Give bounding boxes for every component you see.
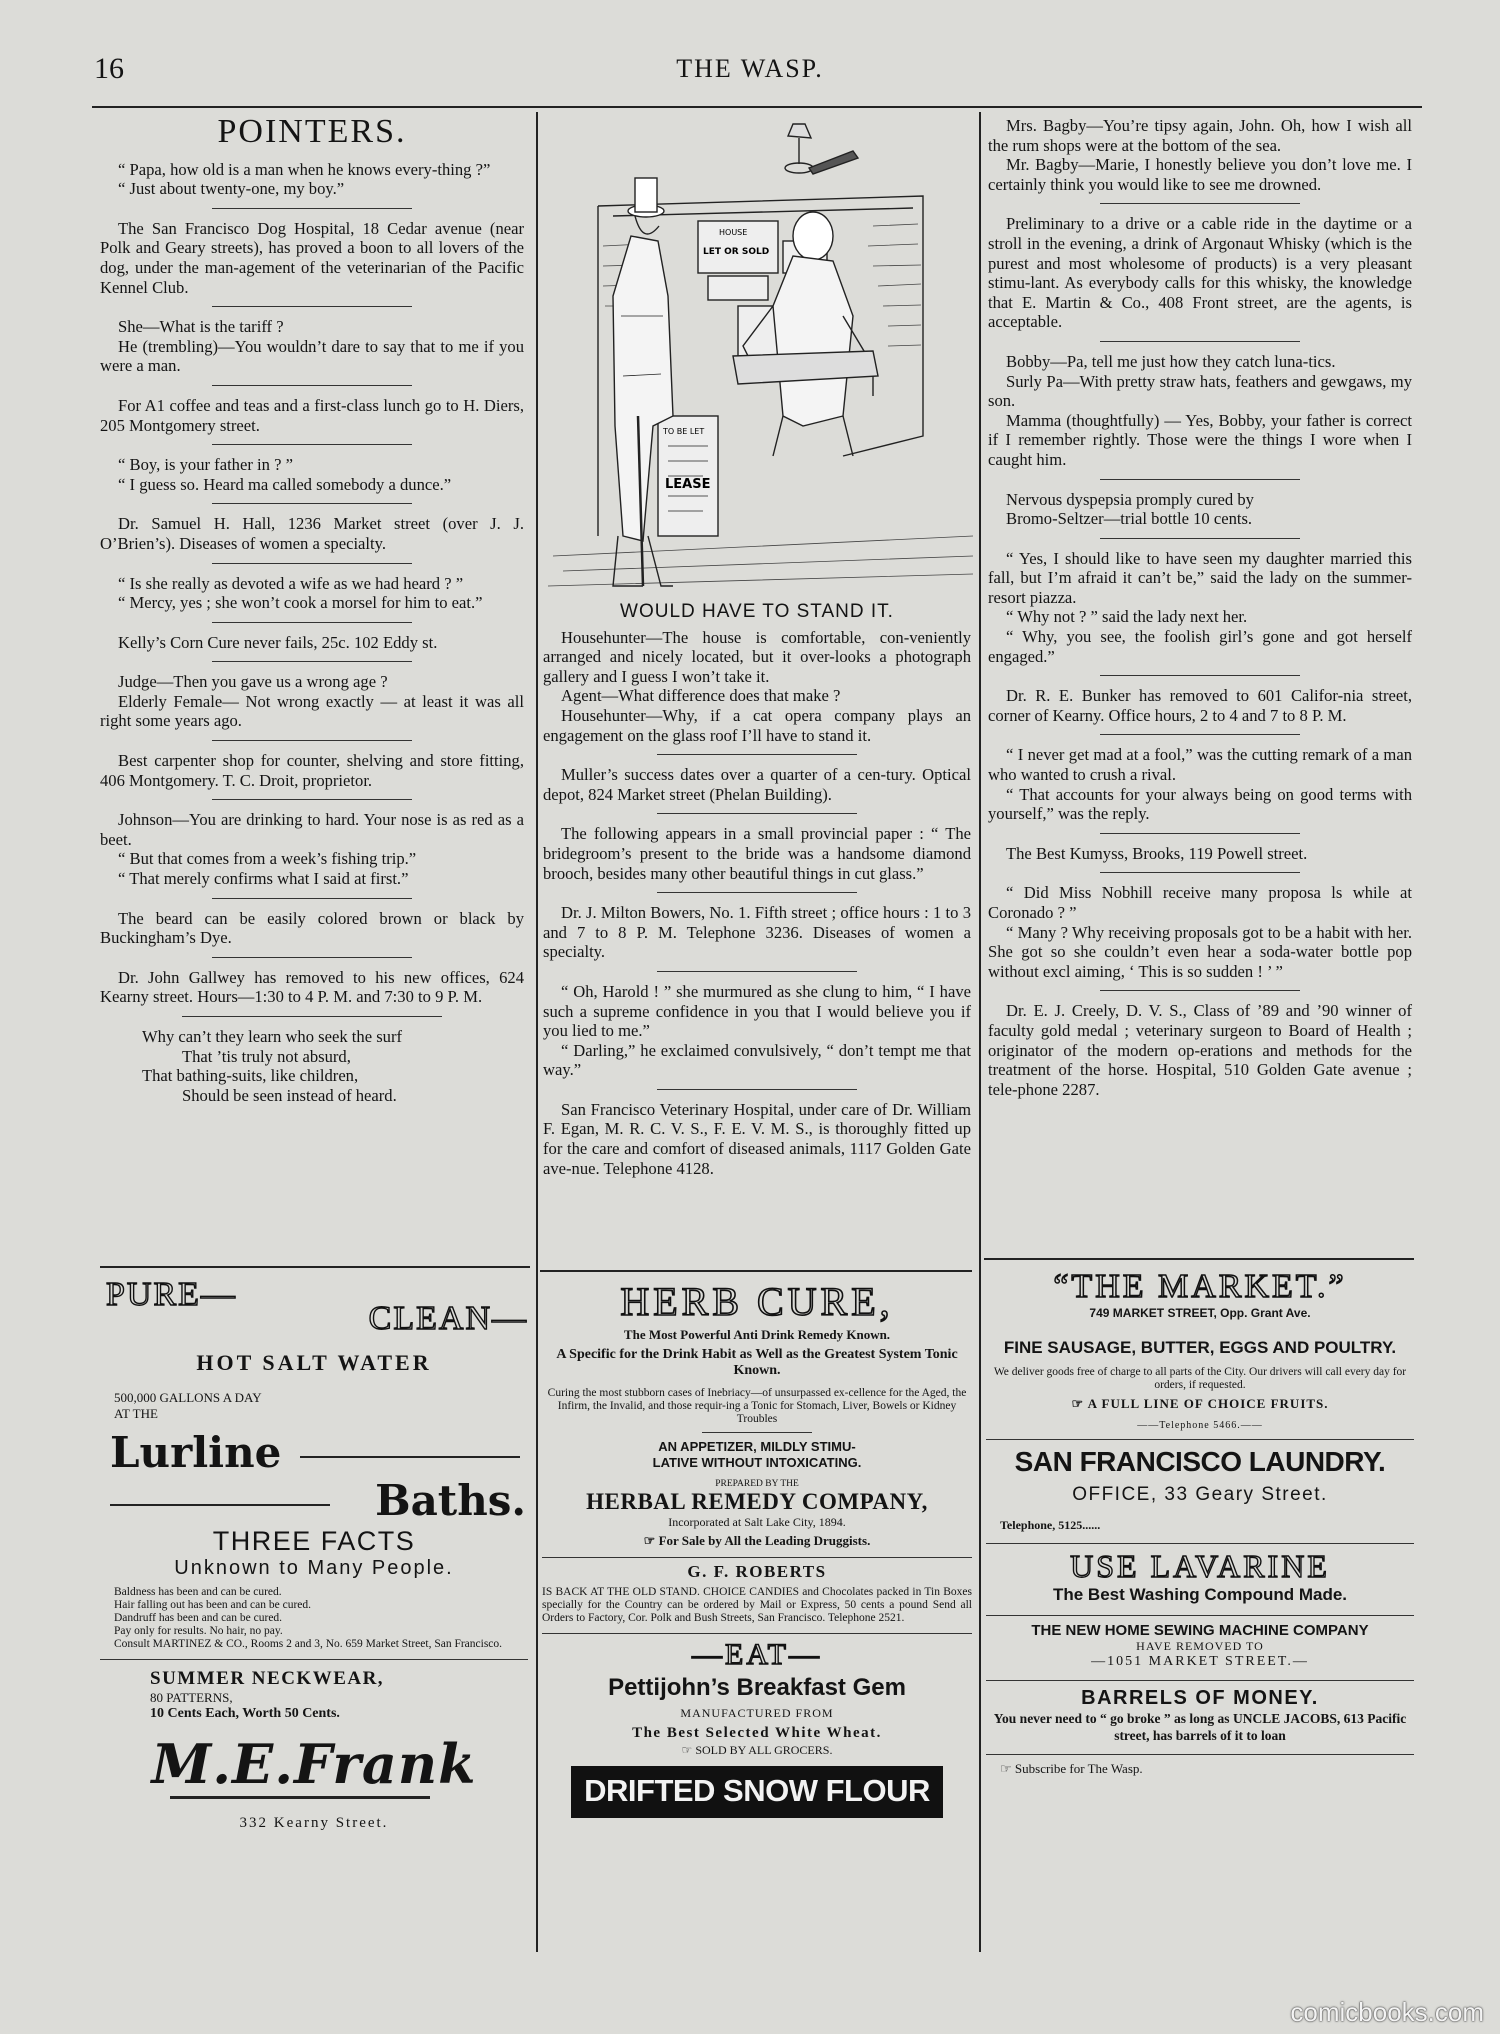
paragraph: The Best Kumyss, Brooks, 119 Powell street. <box>1006 843 1308 863</box>
paragraph: “ Yes, I should like to have seen my daughter married this fall, but I’m afraid it can’t be,” said the lady on the summer-resort piazza. <box>988 548 1412 607</box>
separator <box>212 563 412 564</box>
paragraph: Kelly’s Corn Cure never fails, 25c. 102 Eddy st. <box>118 632 438 652</box>
masthead: THE WASP. <box>676 54 824 83</box>
paragraph: For A1 coffee and teas and a first-class lunch go to H. Diers, 205 Montgomery street. <box>100 395 524 435</box>
separator <box>657 813 857 814</box>
lurline-name: Lurline <box>110 1428 282 1477</box>
fact-line: Baldness has been and can be cured. <box>114 1586 282 1598</box>
market-telephone: ——Telephone 5466.—— <box>1137 1420 1263 1431</box>
article-item <box>543 982 971 1080</box>
pettijohn-mfg: MANUFACTURED FROM <box>680 1706 834 1720</box>
ad-divider <box>986 1680 1414 1681</box>
paragraph: “ But that comes from a week’s fishing trip.” <box>118 849 417 869</box>
paragraph: Mr. Bagby—Marie, I honestly believe you don’t love me. I certainly think you would like to see me drowned. <box>988 155 1412 194</box>
paragraph: Nervous dyspepsia promply cured by <box>1006 489 1254 509</box>
paragraph: Bobby—Pa, tell me just how they catch luna-tics. <box>1006 351 1336 371</box>
paragraph: “ Why not ? ” said the lady next her. <box>1006 607 1248 627</box>
separator <box>212 444 412 445</box>
pure-text: PURE— <box>106 1276 237 1313</box>
lavarine-sub: The Best Washing Compound Made. <box>1052 1585 1348 1604</box>
article-item <box>543 628 971 746</box>
separator <box>212 661 412 662</box>
neckwear-title: SUMMER NECKWEAR, <box>150 1668 385 1689</box>
separator <box>657 892 857 893</box>
lurline-baths-logo <box>100 1428 528 1524</box>
separator <box>1100 872 1300 873</box>
eat-title: —EAT— <box>692 1638 822 1671</box>
paragraph: Dr. R. E. Bunker has removed to 601 Califor-nia street, corner of Kearny. Office hours, 2 to 4 and 7 to 8 P. M. <box>988 686 1412 725</box>
paragraph: “ Just about twenty-one, my boy.” <box>118 179 345 199</box>
gallons-line-1: 500,000 GALLONS A DAY <box>114 1390 262 1405</box>
poem-line: That ’tis truly not absurd, <box>182 1046 351 1066</box>
paragraph: “ Papa, how old is a man when he knows every-thing ?” <box>118 159 491 179</box>
sign-text-1: HOUSE <box>719 228 748 237</box>
fact-line: Consult MARTINEZ & CO., Rooms 2 and 3, No. 659 Market Street, San Francisco. <box>114 1638 503 1650</box>
ad-divider <box>986 1754 1414 1755</box>
paragraph: Househunter—The house is comfortable, con-veniently arranged and nicely located, but it over-looks a photograph gallery and I guess I won’t take it. <box>543 627 971 686</box>
sewing-removed: HAVE REMOVED TO <box>1136 1639 1264 1653</box>
separator <box>182 1016 442 1017</box>
paragraph: Preliminary to a drive or a cable ride in the daytime or a stroll in the evening, a drink of Argonaut Whisky (which is the purest and most wholesome of products) is a very pleasant stimu-lant. As everybody calls for this whisky, the knowledge that E. Martin & Co., 408 Front street, are the agents, is acceptable. <box>988 214 1412 332</box>
article-item <box>988 214 1412 332</box>
laundry-title: SAN FRANCISCO LAUNDRY. <box>1014 1446 1386 1477</box>
paragraph: The following appears in a small provincial paper : “ The bridegroom’s present to the bride was a handsome diamond brooch, besides many other beautiful things in cut glass.” <box>543 824 971 883</box>
ad-divider <box>542 1633 972 1634</box>
paragraph: Surly Pa—With pretty straw hats, feathers and gewgaws, my son. <box>988 371 1412 411</box>
pettijohn-name: Pettijohn’s Breakfast Gem <box>608 1674 906 1701</box>
pointing-hand-icon: ☞ <box>1071 1396 1085 1411</box>
separator <box>657 971 857 972</box>
col1-ad-rule <box>100 1266 530 1268</box>
paragraph: Agent—What difference does that make ? <box>561 686 841 706</box>
sewing-title: THE NEW HOME SEWING MACHINE COMPANY <box>1031 1622 1369 1639</box>
market-deliver: We deliver goods free of charge to all parts of the City. Our drivers will call every day for orders, if requested. <box>993 1366 1407 1391</box>
fact-line: Pay only for results. No hair, no pay. <box>114 1625 283 1637</box>
paragraph: “ Is she really as devoted a wife as we had heard ? ” <box>118 573 464 593</box>
paragraph: “ That merely confirms what I said at first.” <box>118 869 409 889</box>
roberts-title: G. F. ROBERTS <box>687 1562 827 1581</box>
lurline-rule-2 <box>110 1504 330 1506</box>
separator <box>212 622 412 623</box>
running-header <box>0 52 1500 92</box>
article-item <box>988 490 1412 529</box>
herb-cure-title: HERB CURE, <box>620 1279 894 1324</box>
cartoon-househunter-agent <box>543 116 983 596</box>
separator <box>212 799 412 800</box>
lurline-pure-clean <box>100 1276 528 1336</box>
separator <box>1100 341 1300 342</box>
ad-divider <box>986 1543 1414 1544</box>
col1-items <box>100 160 524 1007</box>
pointing-hand-icon: ☞ <box>643 1533 656 1548</box>
pettijohn-grocers-text: SOLD BY ALL GROCERS. <box>695 1743 833 1757</box>
poem <box>100 1027 524 1105</box>
market-fruits-text: A FULL LINE OF CHOICE FRUITS. <box>1087 1396 1329 1411</box>
paragraph: “ Why, you see, the foolish girl’s gone and got herself engaged.” <box>988 627 1412 666</box>
separator <box>212 740 412 741</box>
ads-col2 <box>542 1278 972 1958</box>
market-address: 749 MARKET STREET, Opp. Grant Ave. <box>1089 1306 1311 1320</box>
article-item <box>100 455 524 494</box>
paragraph: Elderly Female— Not wrong exactly — at least it was all right some years ago. <box>100 691 524 731</box>
col3-ad-rule <box>984 1258 1414 1260</box>
ads-col3 <box>986 1268 1414 1958</box>
article-item <box>100 574 524 613</box>
article-item <box>988 686 1412 725</box>
herb-sale-text: For Sale by All the Leading Druggists. <box>658 1533 871 1548</box>
paragraph: Dr. J. Milton Bowers, No. 1. Fifth street ; office hours : 1 to 3 and 7 to 8 P. M. Telephone 3236. Diseases of women a specialty. <box>543 903 971 962</box>
column-pointers <box>100 113 524 1105</box>
illustration-title: WOULD HAVE TO STAND IT. <box>620 601 894 622</box>
separator <box>212 385 412 386</box>
article-item <box>988 745 1412 823</box>
poem-line: That bathing-suits, like children, <box>142 1066 359 1086</box>
paragraph: “ That accounts for your always being on good terms with yourself,” was the reply. <box>988 784 1412 824</box>
fact-line: Dandruff has been and can be cured. <box>114 1612 283 1624</box>
separator <box>212 957 412 958</box>
ad-divider <box>100 1659 528 1660</box>
hot-salt-water: HOT SALT WATER <box>196 1350 432 1375</box>
gallons-line-2: AT THE <box>114 1406 158 1421</box>
page-number: 16 <box>94 52 124 85</box>
article-item <box>100 317 524 376</box>
three-facts-subtitle: Unknown to Many People. <box>174 1557 454 1579</box>
paragraph: Mamma (thoughtfully) — Yes, Bobby, your father is correct if I remember rightly. Those were the things I wore when I caught him. <box>988 410 1412 469</box>
market-title: “THE MARKET.” <box>1053 1268 1347 1305</box>
laundry-telephone: Telephone, 5125...... <box>1000 1518 1101 1532</box>
poem-line: Why can’t they learn who seek the surf <box>142 1027 403 1046</box>
paragraph: Househunter—Why, if a cat opera company plays an engagement on the glass roof I’ll have to stand it. <box>543 705 971 745</box>
sewing-address: —1051 MARKET STREET.— <box>1091 1654 1309 1669</box>
illustration <box>543 116 983 596</box>
article-item <box>988 844 1412 864</box>
header-rule <box>92 106 1422 108</box>
article-item <box>100 633 524 653</box>
article-item <box>988 116 1412 194</box>
paragraph: Bromo-Seltzer—trial bottle 10 cents. <box>1006 509 1253 529</box>
frank-address: 332 Kearny Street. <box>239 1815 389 1831</box>
ads-col1 <box>100 1276 528 1956</box>
paragraph: “ I never get mad at a fool,” was the cutting remark of a man who wanted to crush a rival. <box>988 745 1412 785</box>
paragraph: The beard can be easily colored brown or black by Buckingham’s Dye. <box>100 908 524 948</box>
herb-appetizer: AN APPETIZER, MILDLY STIMU-LATIVE WITHOUT INTOXICATING. <box>652 1439 862 1470</box>
sign-text-2: TO BE LET <box>663 427 705 436</box>
barrels-title: BARRELS OF MONEY. <box>1081 1687 1319 1709</box>
paragraph: Muller’s success dates over a quarter of a cen-tury. Optical depot, 824 Market street (Phelan Building). <box>543 765 971 804</box>
separator <box>212 208 412 209</box>
separator <box>212 898 412 899</box>
paragraph: San Francisco Veterinary Hospital, under care of Dr. William F. Egan, M. R. C. V. S., F. E. V. M. S., is thoroughly fitted up for the care and comfort of diseased animals, 1117 Golden Gate ave-nue. Telephone 4128. <box>543 1099 971 1178</box>
paragraph: He (trembling)—You wouldn’t dare to say that to me if you were a man. <box>100 336 524 376</box>
separator <box>1100 538 1300 539</box>
section-title: POINTERS. <box>217 113 407 150</box>
clean-text: CLEAN— <box>368 1300 528 1337</box>
article-item <box>543 824 971 883</box>
article-item <box>543 903 971 962</box>
pointing-hand-icon: ☞ <box>681 1743 693 1757</box>
column-3 <box>988 116 1412 1099</box>
subscribe-text: Subscribe for The Wasp. <box>1014 1761 1143 1776</box>
separator <box>1100 675 1300 676</box>
ad-divider <box>542 1557 972 1558</box>
lurline-rule-1 <box>300 1456 520 1458</box>
baths-name: Baths. <box>375 1476 526 1525</box>
paragraph: “ Did Miss Nobhill receive many proposa ls while at Coronado ? ” <box>988 883 1412 922</box>
article-item <box>100 810 524 888</box>
paragraph: Dr. Samuel H. Hall, 1236 Market street (over J. J. O’Brien’s). Diseases of women a specialty. <box>100 514 524 553</box>
article-item <box>100 514 524 553</box>
paragraph: “ I guess so. Heard ma called somebody a dunce.” <box>118 474 452 494</box>
article-item <box>100 396 524 435</box>
separator <box>1100 203 1300 204</box>
paragraph: Johnson—You are drinking to hard. Your nose is as red as a beet. <box>100 810 524 849</box>
sign-text-1b: LET OR SOLD <box>703 247 770 257</box>
col3-items <box>988 116 1412 1099</box>
facts-lines <box>100 1586 528 1651</box>
paragraph: Dr. E. J. Creely, D. V. S., Class of ’89 and ’90 winner of faculty gold medal ; veterinary surgeon to Board of Health ; originator of the modern op-erations and methods for the treatment of the horse. Hospital, 510 Golden Gate avenue ; tele-phone 2287. <box>988 1001 1412 1099</box>
separator <box>657 1089 857 1090</box>
pettijohn-wheat: The Best Selected White Wheat. <box>632 1725 882 1741</box>
paragraph: “ Darling,” he exclaimed convulsively, “ don’t tempt me that way.” <box>543 1040 971 1080</box>
paragraph: Judge—Then you gave us a wrong age ? <box>118 672 388 692</box>
herb-sub: The Most Powerful Anti Drink Remedy Known. <box>623 1327 891 1342</box>
herb-prepared: PREPARED BY THE <box>715 1479 799 1489</box>
column-rule-1 <box>536 112 538 1952</box>
market-goods: FINE SAUSAGE, BUTTER, EGGS AND POULTRY. <box>1003 1338 1397 1357</box>
paragraph: She—What is the tariff ? <box>118 317 284 337</box>
article-item <box>988 549 1412 667</box>
herb-company: HERBAL REMEDY COMPANY, <box>586 1489 928 1514</box>
pettijohn-grocers <box>542 1743 972 1758</box>
column-illustration <box>543 116 971 1178</box>
article-item <box>988 352 1412 470</box>
drifted-snow-flour <box>542 1766 972 1818</box>
watermark: comicbooks.com <box>1290 1997 1484 2027</box>
separator <box>1100 734 1300 735</box>
col2-ad-rule <box>540 1270 972 1272</box>
ad-divider <box>986 1615 1414 1616</box>
article-item <box>100 909 524 948</box>
article-item <box>100 968 524 1007</box>
poem-line: Should be seen instead of heard. <box>182 1085 397 1105</box>
separator <box>1100 479 1300 480</box>
col2-items <box>543 628 971 1179</box>
paragraph: “ Mercy, yes ; she won’t cook a morsel for him to eat.” <box>118 593 483 613</box>
separator <box>212 306 412 307</box>
paragraph: Best carpenter shop for counter, shelving and store fitting, 406 Montgomery. T. C. Droit, proprietor. <box>100 751 524 790</box>
pointing-hand-icon: ☞ <box>1000 1761 1012 1776</box>
paragraph: “ Oh, Harold ! ” she murmured as she clung to him, “ I have such a supreme confidence in you that I would believe you if you lied to me.” <box>543 981 971 1041</box>
neckwear-price: 10 Cents Each, Worth 50 Cents. <box>150 1706 340 1721</box>
article-item <box>100 219 524 297</box>
separator <box>1100 833 1300 834</box>
neckwear-patterns: 80 PATTERNS, <box>150 1690 233 1705</box>
market-fruits <box>986 1396 1414 1412</box>
paragraph: Dr. John Gallwey has removed to his new offices, 624 Kearny street. Hours—1:30 to 4 P. M. and 7:30 to 9 P. M. <box>100 967 524 1007</box>
roberts-body: IS BACK AT THE OLD STAND. CHOICE CANDIES and Chocolates packed in Tin Boxes specially for the Country can be ordered by Mail or Express, 50 cents a pound Send all Orders to Factory, Cor. Polk and Bush Streets, San Francisco. Telephone 2521. <box>542 1586 972 1624</box>
barrels-body: You never need to “ go broke ” as long as UNCLE JACOBS, 613 Pacific street, has barrels of it to loan <box>993 1711 1407 1743</box>
herb-body: Curing the most stubborn cases of Inebriacy—of unsurpassed ex-cellence for the Aged, the Infirm, the Invalid, and those requir-ing a Tonic for Stomach, Liver, Bowels or Kidney Troubles <box>547 1387 967 1425</box>
flour-logo: DRIFTED SNOW FLOUR <box>571 1766 943 1818</box>
article-item <box>100 672 524 731</box>
herb-divider <box>702 1432 812 1433</box>
paragraph: “ Many ? Why receiving proposals got to be a habit with her. She got so she couldn’t even hear a soda-water bottle pop without excl aiming, ‘ This is so sudden ! ’ ” <box>988 922 1412 981</box>
article-item <box>100 160 524 199</box>
ad-divider <box>986 1439 1414 1440</box>
fact-line: Hair falling out has been and can be cured. <box>114 1599 312 1611</box>
subscribe-line <box>986 1761 1414 1777</box>
sign-text-3: LEASE <box>665 477 711 492</box>
three-facts-title: THREE FACTS <box>212 1526 416 1556</box>
article-item <box>543 765 971 804</box>
article-item <box>100 751 524 790</box>
paragraph: “ Boy, is your father in ? ” <box>118 455 293 475</box>
paragraph: The San Francisco Dog Hospital, 18 Cedar avenue (near Polk and Geary streets), has proved a boon to all lovers of the dog, under the man-agement of the veterinarian of the Pacific Kennel Club. <box>100 218 524 297</box>
article-item <box>543 1100 971 1178</box>
herb-sale <box>542 1533 972 1549</box>
frank-underline <box>170 1796 430 1799</box>
herb-incorporated: Incorporated at Salt Lake City, 1894. <box>668 1515 846 1529</box>
paragraph: Mrs. Bagby—You’re tipsy again, John. Oh, how I wish all the rum shops were at the bottom of the sea. <box>988 116 1412 155</box>
lavarine-title: USE LAVARINE <box>1070 1548 1330 1584</box>
separator <box>1100 990 1300 991</box>
article-item <box>988 883 1412 981</box>
herb-spec: A Specific for the Drink Habit as Well as the Greatest System Tonic Known. <box>556 1347 958 1378</box>
separator <box>657 754 857 755</box>
separator <box>212 503 412 504</box>
article-item <box>988 1001 1412 1099</box>
frank-logo: M.E.Frank <box>151 1732 477 1796</box>
laundry-office: OFFICE, 33 Geary Street. <box>1072 1484 1328 1505</box>
